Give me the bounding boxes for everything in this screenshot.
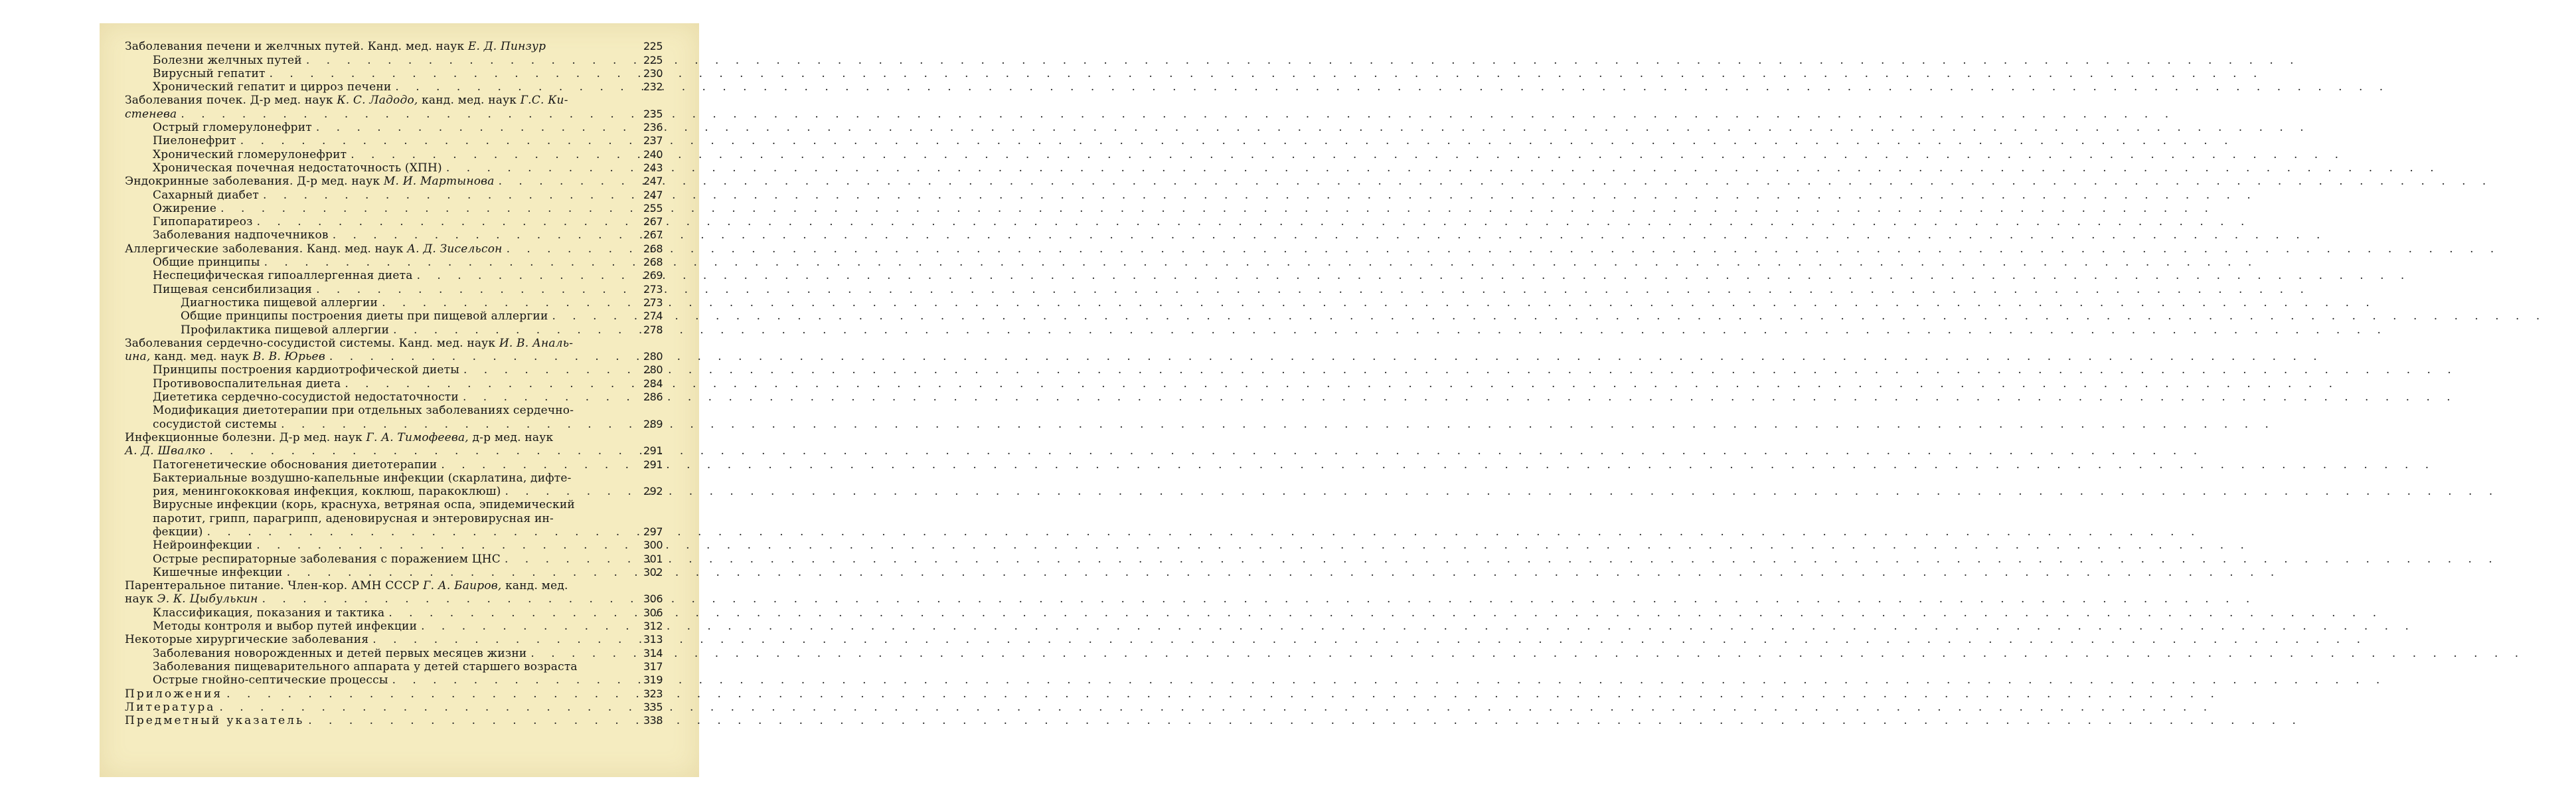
toc-entry-text: Диететика сердечно-сосудистой недостаточности — [153, 391, 459, 404]
toc-entry-page-number: 335 — [643, 700, 663, 713]
toc-entry-title — [153, 121, 312, 134]
toc-entry-text: Профилактика пищевой аллергии — [181, 323, 390, 337]
toc-entry-title — [153, 553, 501, 566]
toc-entry-title — [153, 404, 574, 417]
toc-entry-text: Некоторые хирургические заболевания — [125, 633, 369, 647]
toc-entry-page-number: 232 — [643, 80, 663, 94]
toc-entry — [125, 94, 663, 107]
dot-leader — [507, 242, 631, 256]
toc-entry — [125, 646, 663, 660]
toc-entry — [125, 525, 663, 539]
toc-entry-text: Острые гнойно-септические процессы — [153, 673, 388, 687]
toc-entry — [125, 242, 663, 255]
dot-leader — [393, 323, 631, 337]
toc-entry — [125, 80, 663, 94]
dot-leader — [264, 256, 631, 269]
toc-entry — [125, 673, 663, 687]
dot-leader — [287, 566, 631, 579]
toc-entry-title — [153, 620, 417, 633]
toc-entry — [125, 147, 663, 161]
toc-entry-title — [153, 148, 347, 161]
toc-entry-page-number: 267 — [643, 215, 663, 228]
dot-leader — [463, 391, 631, 404]
toc-entry-title — [153, 269, 413, 282]
toc-entry-title — [153, 566, 283, 579]
toc-entry-page-number: 314 — [643, 646, 663, 660]
dot-leader — [220, 202, 631, 215]
toc-entry-title — [153, 512, 554, 525]
toc-entry-title — [153, 391, 459, 404]
dot-leader — [421, 620, 631, 633]
toc-entry-page-number: 292 — [643, 485, 663, 498]
toc-entry-title — [153, 189, 259, 202]
dot-leader — [446, 161, 631, 175]
toc-entry-text: Неспецифическая гипоаллергенная диета — [153, 269, 413, 283]
toc-entry-text: Диагностика пищевой аллергии — [181, 296, 378, 310]
table-of-contents — [125, 40, 663, 727]
toc-entry — [125, 687, 663, 700]
toc-entry-text: наук — [125, 592, 157, 606]
toc-entry-page-number: 289 — [643, 417, 663, 430]
dot-leader — [329, 350, 631, 363]
toc-entry-title — [125, 687, 222, 701]
toc-entry-page-number: 306 — [643, 592, 663, 606]
toc-entry-title — [181, 296, 378, 310]
toc-entry — [125, 121, 663, 134]
toc-entry — [125, 633, 663, 646]
toc-entry-title — [125, 350, 325, 363]
toc-entry — [125, 107, 663, 120]
toc-entry-page-number: 235 — [643, 107, 663, 120]
toc-entry-text: Заболевания пищеварительного аппарата у детей старшего возраста — [153, 660, 578, 673]
toc-entry-page-number: 273 — [643, 296, 663, 309]
toc-entry-title — [153, 472, 572, 485]
dot-leader — [316, 121, 631, 134]
toc-entry-page-number: 240 — [643, 147, 663, 161]
toc-entry-text: Болезни желчных путей — [153, 53, 302, 67]
toc-entry-page-number: 338 — [643, 714, 663, 727]
toc-entry — [125, 458, 663, 471]
toc-entry — [125, 606, 663, 619]
toc-entry — [125, 296, 663, 310]
toc-entry-title — [153, 80, 391, 94]
toc-entry-title — [125, 714, 304, 727]
toc-entry — [125, 377, 663, 390]
toc-entry-page-number: 297 — [643, 525, 663, 538]
toc-entry — [125, 269, 663, 282]
toc-entry-author: стенева — [125, 107, 177, 121]
toc-entry-title — [153, 673, 388, 687]
toc-entry-title — [153, 283, 312, 296]
toc-entry-page-number: 286 — [643, 391, 663, 404]
dot-leader — [417, 269, 631, 282]
toc-entry-title — [125, 175, 495, 188]
toc-entry-text: рия, менингококковая инфекция, коклюш, паракоклюш) — [153, 485, 501, 499]
toc-entry-page-number: 280 — [643, 350, 663, 363]
toc-entry-title — [125, 592, 258, 606]
dot-leader — [463, 363, 631, 377]
toc-entry — [125, 485, 663, 498]
toc-entry-title — [181, 310, 548, 323]
toc-entry-page-number: 306 — [643, 606, 663, 619]
toc-entry-title — [153, 256, 260, 269]
toc-entry-title — [125, 40, 546, 53]
toc-entry-text: Хронический гломерулонефрит — [153, 147, 347, 161]
toc-entry — [125, 67, 663, 80]
toc-entry-page-number: 302 — [643, 565, 663, 578]
toc-entry-title — [181, 323, 389, 337]
toc-entry — [125, 134, 663, 147]
toc-entry — [125, 592, 663, 606]
toc-entry-text: Противовоспалительная диета — [153, 377, 341, 391]
toc-entry-page-number: 323 — [643, 687, 663, 700]
toc-entry-title — [153, 498, 575, 511]
toc-entry-title — [125, 242, 503, 256]
toc-entry-page-number: 284 — [643, 377, 663, 390]
toc-entry-page-number: 312 — [643, 620, 663, 633]
toc-entry — [125, 620, 663, 633]
toc-entry-page-number: 268 — [643, 256, 663, 269]
dot-leader — [395, 80, 631, 94]
toc-entry-text: канд. мед. наук — [150, 350, 253, 364]
toc-entry — [125, 444, 663, 458]
toc-entry-title — [125, 579, 568, 592]
toc-entry-page-number: 247 — [643, 175, 663, 188]
dot-leader — [281, 418, 631, 431]
toc-entry — [125, 660, 663, 673]
toc-entry-author: И. В. Аналь- — [499, 336, 574, 350]
dot-leader — [552, 310, 631, 323]
dot-leader — [240, 134, 631, 147]
toc-entry-title — [125, 633, 368, 646]
dot-leader — [257, 215, 631, 228]
toc-entry — [125, 431, 663, 444]
dot-leader — [226, 687, 631, 701]
toc-entry-author: Э. К. Цыбулькин — [157, 592, 258, 606]
toc-entry-text: Литература — [125, 700, 216, 714]
toc-entry — [125, 714, 663, 727]
toc-entry-text: Кишечные инфекции — [153, 565, 283, 579]
toc-entry-page-number: 319 — [643, 673, 663, 687]
toc-entry-author: В. В. Юрьев — [252, 350, 325, 364]
toc-entry-text: Заболевания печени и желчных путей. Канд. мед. наук — [125, 40, 468, 54]
toc-entry — [125, 498, 663, 511]
toc-entry — [125, 161, 663, 175]
toc-entry-page-number: 274 — [643, 310, 663, 323]
toc-entry-text: Вирусные инфекции (корь, краснуха, ветряная оспа, эпидемический — [153, 498, 575, 512]
toc-entry-author: А. Д. Швалко — [125, 444, 206, 458]
dot-leader — [441, 458, 631, 472]
toc-entry-author: Г. А. Тимофеева, — [366, 430, 469, 444]
toc-entry-title — [125, 701, 215, 714]
toc-entry-page-number: 243 — [643, 161, 663, 174]
toc-entry-text: Эндокринные заболевания. Д-р мед. наук — [125, 175, 384, 189]
dot-leader — [256, 539, 631, 552]
toc-entry-title — [153, 202, 216, 215]
dot-leader — [388, 606, 631, 620]
toc-entry-title — [153, 525, 203, 539]
toc-entry-title — [153, 215, 253, 228]
toc-entry — [125, 511, 663, 525]
toc-entry-author: А. Д. Зисельсон — [407, 242, 503, 256]
toc-entry-text: Сахарный диабет — [153, 188, 259, 202]
dot-leader — [382, 296, 631, 310]
toc-entry-text: Аллергические заболевания. Канд. мед. наук — [125, 242, 408, 256]
toc-entry-page-number: 237 — [643, 134, 663, 147]
toc-entry-author: Е. Д. Пинзур — [467, 40, 546, 54]
toc-entry-text: Хронический гепатит и цирроз печени — [153, 80, 392, 94]
toc-entry-page-number: 317 — [643, 660, 663, 673]
toc-entry-page-number: 247 — [643, 188, 663, 201]
toc-entry — [125, 53, 663, 66]
dot-leader — [262, 592, 631, 606]
toc-entry-page-number: 255 — [643, 201, 663, 215]
toc-entry-title — [153, 458, 437, 472]
toc-entry — [125, 337, 663, 350]
toc-entry-text: Методы контроля и выбор путей инфекции — [153, 620, 418, 634]
toc-entry-text: Общие принципы — [153, 256, 260, 270]
toc-entry-text: Принципы построения кардиотрофической диеты — [153, 363, 459, 377]
toc-entry-text: Пиелонефрит — [153, 134, 236, 148]
toc-entry-text: паротит, грипп, парагрипп, аденовирусная и энтеровирусная ин- — [153, 511, 554, 525]
toc-entry-text: фекции) — [153, 525, 203, 539]
toc-entry-text: Острые респираторные заболевания с поражением ЦНС — [153, 552, 501, 566]
toc-entry-text: Классификация, показания и тактика — [153, 606, 385, 620]
toc-entry-text: Заболевания почек. Д-р мед. наук — [125, 94, 337, 108]
toc-entry-page-number: 291 — [643, 458, 663, 471]
toc-entry — [125, 215, 663, 228]
toc-entry-text: Заболевания новорожденных и детей первых месяцев жизни — [153, 646, 527, 660]
toc-entry-page-number: 225 — [643, 53, 663, 66]
dot-leader — [306, 54, 631, 67]
toc-entry-title — [153, 485, 501, 498]
toc-entry — [125, 404, 663, 417]
toc-entry — [125, 282, 663, 296]
toc-entry-title — [153, 134, 236, 147]
toc-entry-text: Модификация диетотерапии при отдельных заболеваниях сердечно- — [153, 404, 574, 418]
toc-entry-title — [153, 363, 459, 377]
toc-entry-page-number: 267 — [643, 228, 663, 242]
dot-leader — [207, 525, 631, 539]
toc-entry-page-number: 268 — [643, 242, 663, 255]
toc-entry-page-number: 225 — [643, 40, 663, 53]
dot-leader — [181, 108, 631, 121]
toc-entry-title — [153, 647, 526, 660]
toc-entry-title — [153, 228, 329, 242]
toc-entry — [125, 391, 663, 404]
dot-leader — [345, 377, 631, 391]
dot-leader — [308, 714, 631, 727]
toc-entry-author: ина, — [125, 350, 151, 364]
toc-entry-text: Заболевания сердечно-сосудистой системы. Канд. мед. наук — [125, 336, 499, 350]
toc-entry-author: Г.С. Ки- — [520, 94, 568, 108]
toc-entry-page-number: 280 — [643, 363, 663, 377]
dot-leader — [530, 647, 631, 660]
toc-entry — [125, 363, 663, 377]
toc-entry — [125, 472, 663, 485]
toc-entry-author: Г. А. Баиров, — [423, 579, 502, 593]
dot-leader — [392, 673, 631, 687]
dot-leader — [499, 175, 631, 188]
toc-entry — [125, 417, 663, 430]
toc-entry-text: Общие принципы построения диеты при пищевой аллергии — [181, 310, 548, 323]
toc-entry-text: Приложения — [125, 687, 223, 701]
toc-entry — [125, 579, 663, 592]
dot-leader — [263, 189, 631, 202]
toc-entry-text: канд. мед. — [501, 579, 568, 593]
dot-leader — [219, 701, 631, 714]
toc-entry-title — [153, 67, 266, 80]
dot-leader — [333, 228, 631, 242]
toc-entry-text: Бактериальные воздушно-капельные инфекции (скарлатина, дифте- — [153, 471, 572, 485]
toc-entry-page-number: 313 — [643, 633, 663, 646]
toc-entry — [125, 566, 663, 579]
toc-entry-text: Гипопаратиреоз — [153, 215, 253, 229]
toc-entry — [125, 701, 663, 714]
toc-entry-title — [125, 337, 573, 350]
toc-entry-page-number: 230 — [643, 66, 663, 80]
toc-entry-text: Парентеральное питание. Член-кор. АМН СССР — [125, 579, 424, 593]
dot-leader — [505, 553, 631, 566]
toc-entry — [125, 350, 663, 363]
dot-leader — [270, 67, 631, 80]
dot-leader — [209, 444, 631, 458]
toc-entry-text: Пищевая сенсибилизация — [153, 282, 313, 296]
dot-leader — [351, 148, 631, 161]
toc-entry-text: канд. мед. наук — [418, 94, 521, 108]
toc-entry-text: Заболевания надпочечников — [153, 228, 329, 242]
toc-entry-text: Хроническая почечная недостаточность (ХПН) — [153, 161, 442, 175]
toc-entry-page-number: 300 — [643, 539, 663, 552]
toc-entry — [125, 539, 663, 552]
toc-entry-page-number: 278 — [643, 323, 663, 336]
toc-entry-title — [153, 54, 302, 67]
toc-entry-title — [153, 606, 384, 620]
toc-entry — [125, 188, 663, 201]
toc-entry — [125, 40, 663, 53]
toc-entry-page-number: 236 — [643, 121, 663, 134]
toc-entry-text: Патогенетические обоснования диетотерапии — [153, 458, 438, 472]
toc-entry-text: Предметный указатель — [125, 714, 305, 728]
toc-entry-title — [125, 444, 205, 458]
toc-entry-text: Вирусный гепатит — [153, 66, 266, 80]
toc-entry-page-number: 301 — [643, 552, 663, 565]
toc-entry-title — [125, 108, 177, 121]
toc-entry-title — [153, 660, 578, 673]
toc-entry-title — [153, 377, 341, 391]
toc-entry-title — [153, 161, 442, 175]
toc-entry-text: Ожирение — [153, 201, 217, 215]
toc-entry-page-number: 291 — [643, 444, 663, 458]
toc-entry — [125, 228, 663, 242]
toc-entry — [125, 175, 663, 188]
toc-entry — [125, 202, 663, 215]
toc-entry-title — [153, 539, 252, 552]
toc-entry-text: д-р мед. наук — [468, 430, 554, 444]
toc-entry — [125, 256, 663, 269]
toc-entry — [125, 310, 663, 323]
toc-entry — [125, 323, 663, 336]
toc-entry-text: Нейроинфекции — [153, 539, 253, 553]
toc-entry-page-number: 273 — [643, 282, 663, 296]
toc-entry-page-number: 269 — [643, 269, 663, 282]
toc-entry-title — [153, 418, 277, 431]
toc-entry-text: сосудистой системы — [153, 417, 278, 431]
toc-entry-title — [125, 431, 553, 444]
toc-entry-author: К. С. Ладодо, — [337, 94, 418, 108]
dot-leader — [372, 633, 631, 646]
toc-entry — [125, 552, 663, 565]
dot-leader — [316, 283, 631, 296]
toc-entry-text: Инфекционные болезни. Д-р мед. наук — [125, 430, 366, 444]
toc-entry-title — [125, 94, 568, 107]
toc-entry-author: М. И. Мартынова — [383, 175, 495, 189]
dot-leader — [505, 485, 631, 498]
toc-entry-text: Острый гломерулонефрит — [153, 121, 312, 135]
